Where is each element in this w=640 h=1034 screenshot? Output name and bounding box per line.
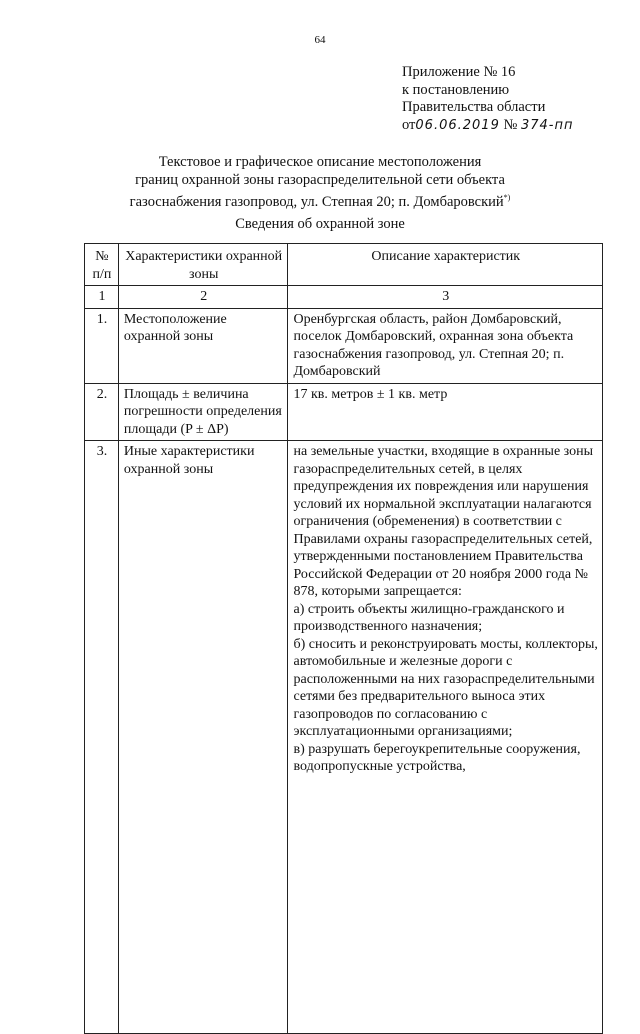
title-line-3 [0,189,640,211]
handwritten-number: 374-пп [520,117,574,133]
title-line-2: границ охранной зоны газораспределительной сети объекта [135,172,505,188]
table-header-row [85,244,603,286]
table-row [85,308,603,383]
restrictions-intro: на земельные участки, входящие в охранные зоны газораспределительных сетей, в целях предупреждения их повреждения или нарушения условий их нормальной эксплуатации налагаются ограничения (обременения) в соответствии с Правилами охраны газораспределительных сетей, утвержденными постановлением Правительства Российской Федерации от 20 ноября 2000 года № 878, которыми запрещается: [293,444,594,599]
appendix-date-line [402,117,573,135]
row-number: 1. [85,308,119,383]
header-number: № п/п [85,244,119,286]
number-prefix: № [503,116,518,133]
column-number: 3 [288,286,603,309]
appendix-line-1: Приложение № 16 [402,64,516,80]
appendix-block [402,64,573,134]
zone-info-table [84,243,603,1034]
table-row [85,441,603,1034]
footnote-mark: *) [503,193,511,202]
row-number: 3. [85,441,119,1034]
appendix-line-2: к постановлению [402,81,510,98]
title-line-3-text: газоснабжения газопровод, ул. Степная 20; п. Домбаровский [129,193,504,210]
header-description: Описание характеристик [288,244,603,286]
row-number: 2. [85,383,119,441]
row-description: 17 кв. метров ± 1 кв. метр [288,383,603,441]
header-characteristic: Характеристики охранной зоны [118,244,288,286]
document-title [0,153,640,211]
restriction-item-b: б) сносить и реконструировать мосты, коллекторы, автомобильные и железные дороги с расположенными на них газораспределительными сетями без предварительного выноса этих газопроводов по согласованию с эксплуатационными организациями; [293,636,598,739]
handwritten-date: 06.06.2019 [415,117,500,133]
title-line-1: Текстовое и графическое описание местоположения [158,154,482,170]
row-characteristic: Площадь ± величина погрешности определения площади (P ± ΔP) [118,383,288,441]
row-description: Оренбургская область, район Домбаровский, поселок Домбаровский, охранная зона объекта газоснабжения газопровод, ул. Степная 20; п. Домбаровский [288,308,603,383]
column-number: 2 [118,286,288,309]
section-subtitle: Сведения об охранной зоне [235,216,405,232]
appendix-line-3: Правительства области [402,99,546,115]
restriction-item-a: а) строить объекты жилищно-гражданского и производственного назначения; [293,601,565,634]
restriction-item-v: в) разрушать берегоукрепительные сооружения, водопропускные устройства, [293,741,581,774]
date-prefix: от [402,116,416,133]
page-number: 64 [314,34,326,46]
column-number-row [85,286,603,309]
row-characteristic: Местоположение охранной зоны [118,308,288,383]
table-row [85,383,603,441]
row-characteristic: Иные характеристики охранной зоны [118,441,288,1034]
row-description [288,441,603,1034]
column-number: 1 [85,286,119,309]
